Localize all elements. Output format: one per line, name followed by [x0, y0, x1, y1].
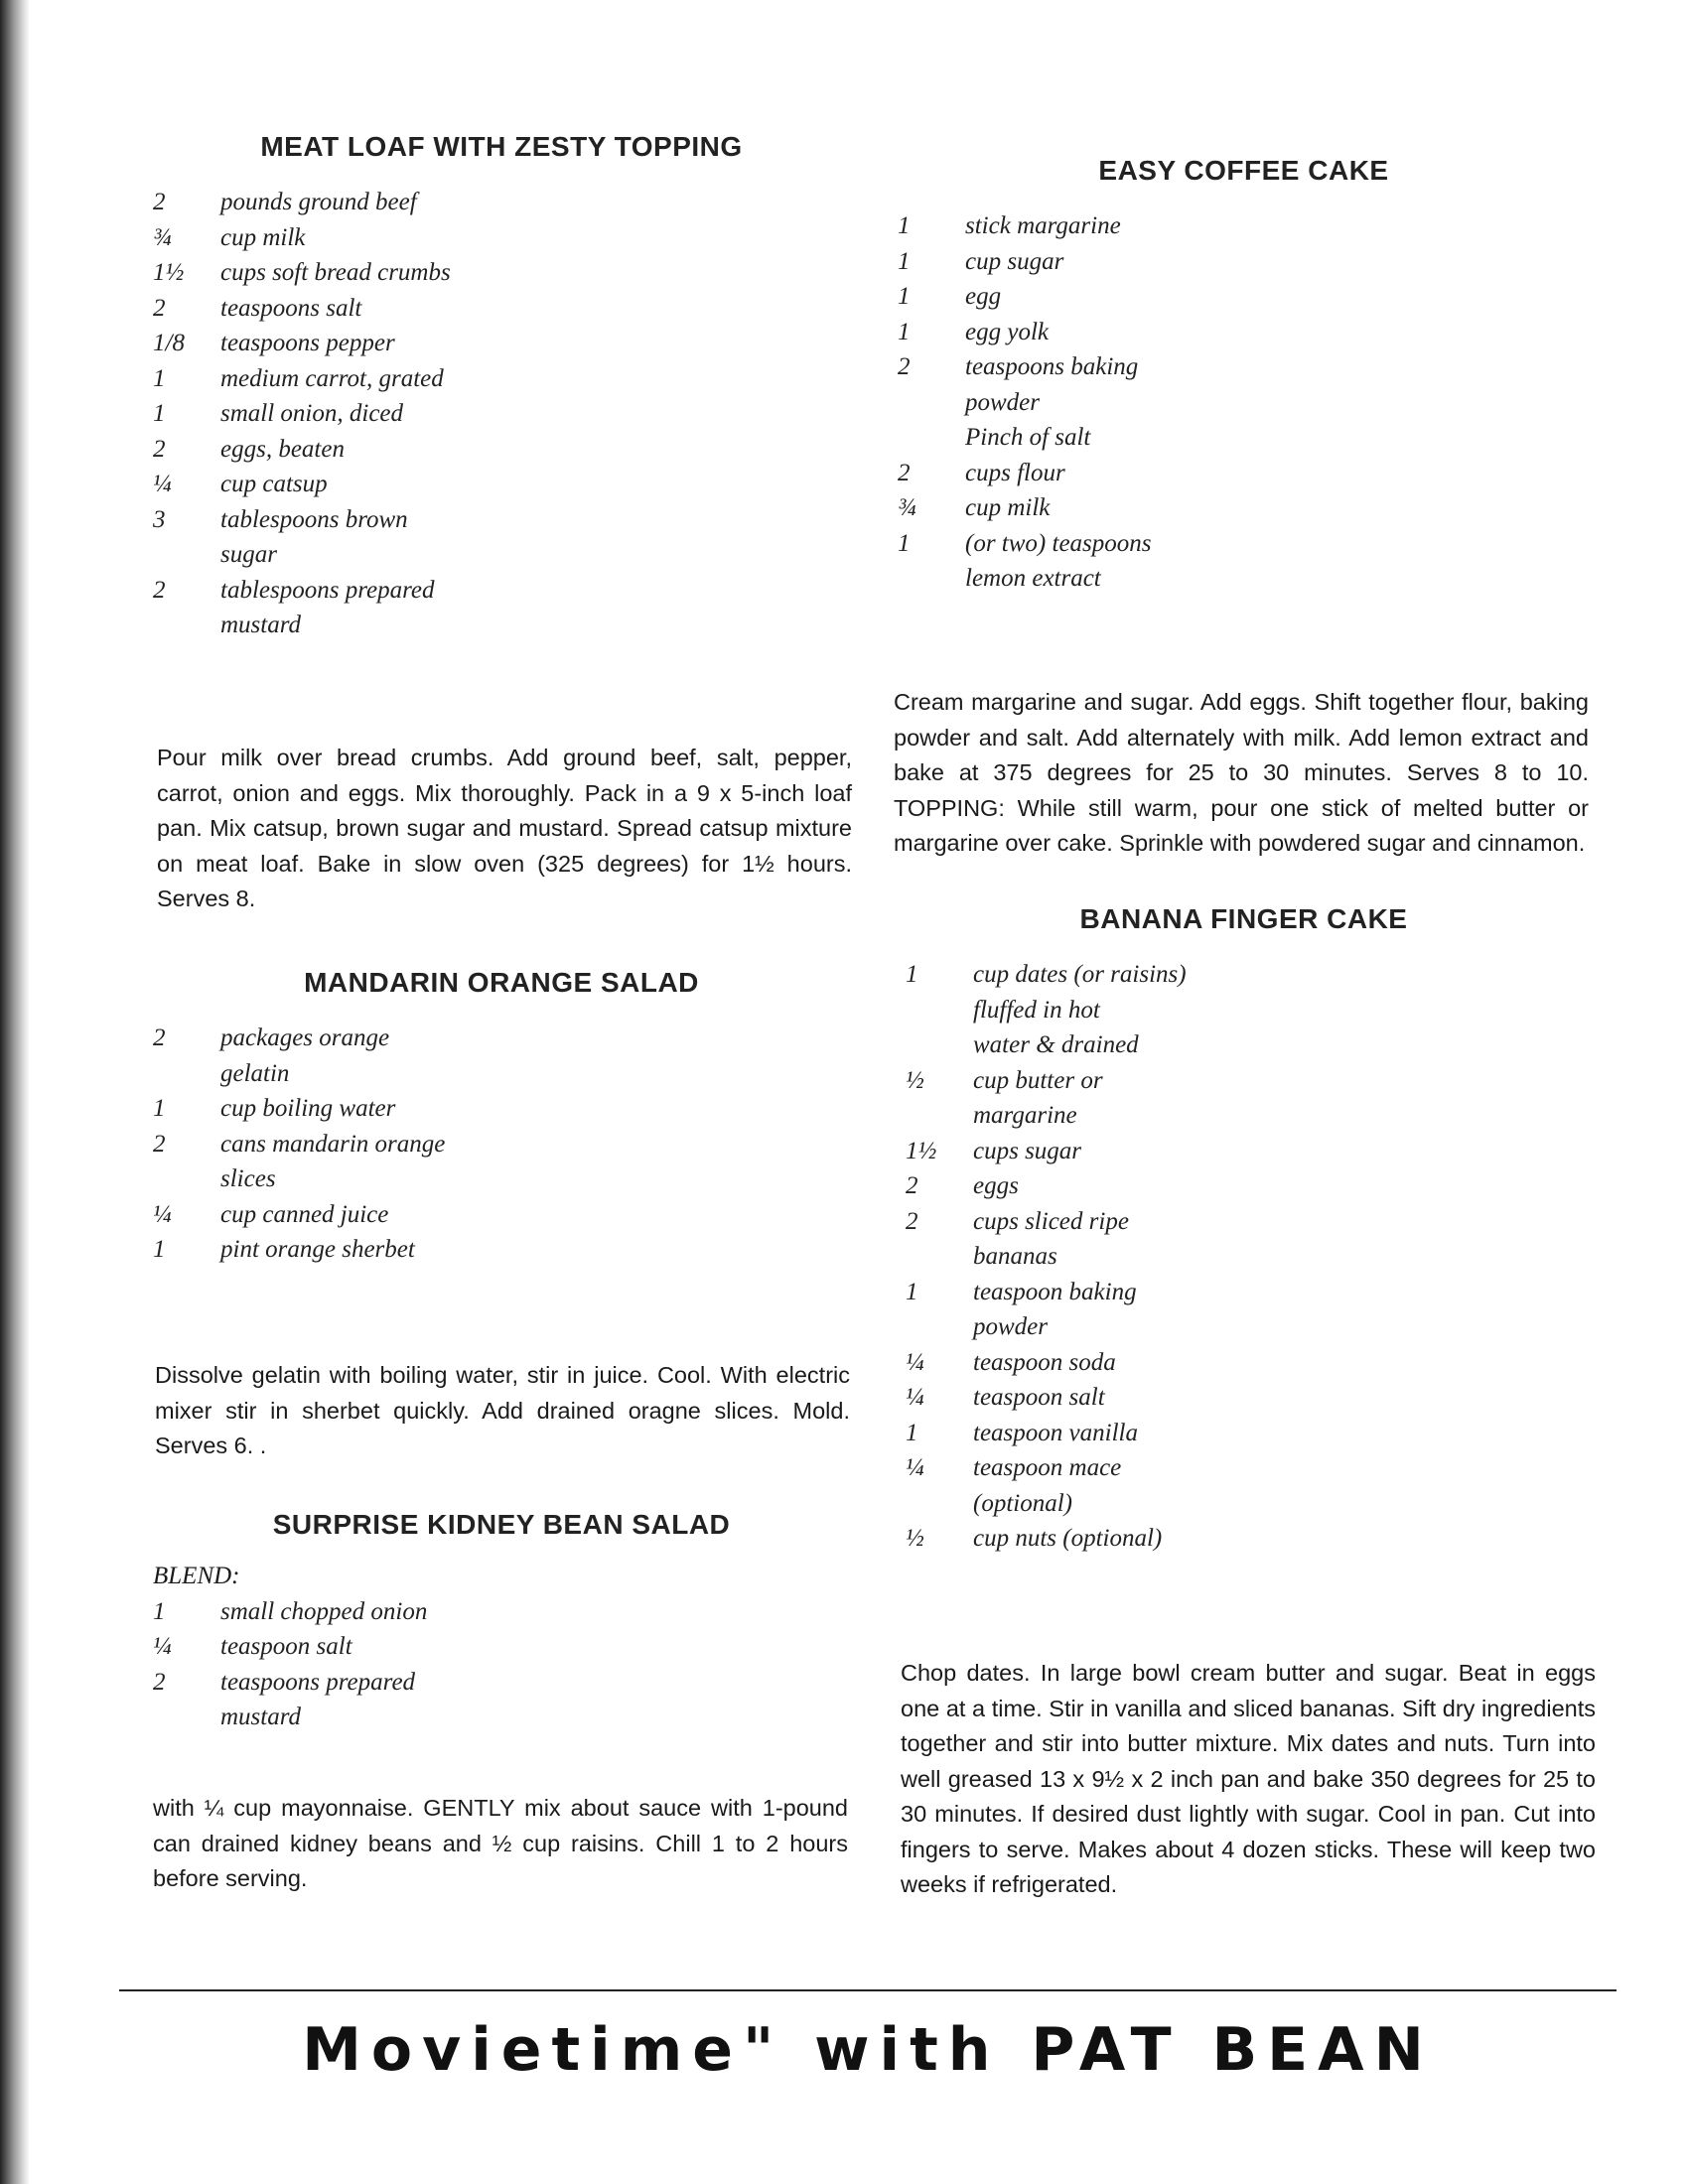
- ingredient-item: cans mandarin orange: [220, 1130, 446, 1158]
- ingredient-item: gelatin: [220, 1059, 290, 1087]
- recipe-mandarin-salad: [149, 967, 854, 1268]
- recipe-directions: Cream margarine and sugar. Add eggs. Shift together flour, baking powder and salt. Add alternately with milk. Add lemon extract and bake at 375 degrees for 25 to 30 minutes. Serves 8 to 10. TOPPING: While still warm, pour one stick of melted butter or margarine over cake. Sprinkle with powdered sugar and cinnamon.: [894, 689, 1589, 856]
- ingredient-item: cup milk: [220, 223, 306, 251]
- ingredient-qty: 1: [898, 212, 911, 239]
- ingredient-row: [894, 490, 1594, 526]
- ingredient-qty: [894, 420, 965, 456]
- ingredient-qty: 1: [898, 529, 911, 557]
- ingredient-qty: ¼: [906, 1384, 924, 1411]
- ingredient-qty: [902, 1027, 973, 1063]
- ingredient-item: egg yolk: [965, 318, 1049, 345]
- ingredient-item: powder: [973, 1313, 1048, 1340]
- ingredient-row: [149, 1127, 854, 1162]
- ingredient-row: [902, 957, 1594, 993]
- ingredient-qty: [902, 1098, 973, 1134]
- ingredient-item: (or two) teaspoons: [965, 529, 1152, 557]
- recipe-directions: Dissolve gelatin with boiling water, stir in juice. Cool. With electric mixer stir in sherbet quickly. Add drained oragne slices. Mold. Serves 6. .: [155, 1362, 850, 1458]
- ingredient-qty: ¼: [153, 471, 172, 497]
- ingredient-item: teaspoon salt: [220, 1633, 352, 1660]
- ingredient-row: [902, 1063, 1594, 1099]
- ingredient-row: [149, 255, 854, 291]
- ingredient-item: cup catsup: [220, 471, 328, 497]
- ingredient-qty: 1: [153, 364, 166, 392]
- ingredient-item: cups sugar: [973, 1137, 1082, 1164]
- ingredient-qty: 1: [153, 1095, 166, 1122]
- ingredient-item: cup dates (or raisins): [973, 961, 1187, 988]
- ingredient-item: small onion, diced: [220, 400, 404, 427]
- ingredient-qty: 2: [906, 1207, 918, 1235]
- ingredient-qty: 3: [153, 505, 166, 533]
- ingredient-row: [894, 349, 1594, 385]
- ingredient-qty: [894, 561, 965, 597]
- ingredient-item: egg: [965, 283, 1002, 310]
- ingredient-row: [149, 432, 854, 468]
- recipe-title: SURPRISE KIDNEY BEAN SALAD: [272, 1509, 731, 1540]
- ingredient-row: [902, 1204, 1594, 1240]
- ingredient-qty: 1: [906, 1419, 918, 1446]
- ingredient-qty: [902, 1309, 973, 1345]
- ingredient-row: [902, 1416, 1594, 1451]
- ingredient-row: [902, 1239, 1594, 1275]
- ingredient-row: [894, 420, 1594, 456]
- ingredient-row: [149, 537, 854, 573]
- ingredient-item: teaspoon vanilla: [973, 1419, 1138, 1446]
- ingredient-item: teaspoon baking: [973, 1278, 1137, 1305]
- ingredient-item: pint orange sherbet: [220, 1236, 415, 1263]
- ingredient-qty: 2: [898, 459, 911, 486]
- ingredient-item: cup nuts (optional): [973, 1525, 1163, 1552]
- recipe-title: BANANA FINGER CAKE: [1079, 903, 1408, 934]
- ingredient-qty: [149, 537, 220, 573]
- ingredient-qty: 1: [906, 961, 918, 988]
- ingredient-row: [149, 1700, 854, 1735]
- ingredient-item: tablespoons brown: [220, 505, 408, 533]
- ingredient-row: [902, 1027, 1594, 1063]
- ingredient-row: [894, 456, 1594, 491]
- ingredient-row: [149, 1197, 854, 1233]
- ingredient-qty: [902, 1239, 973, 1275]
- ingredient-qty: ¼: [906, 1454, 924, 1481]
- ingredient-row: [149, 1021, 854, 1056]
- ingredient-row: [149, 1232, 854, 1268]
- ingredient-qty: 1: [906, 1278, 918, 1305]
- ingredient-row: [902, 1345, 1594, 1381]
- ingredient-item: teaspoons prepared: [220, 1668, 416, 1696]
- ingredient-item: water & drained: [973, 1031, 1139, 1058]
- ingredient-row: [149, 1594, 854, 1630]
- ingredient-item: lemon extract: [965, 565, 1101, 592]
- ingredient-row: [149, 361, 854, 397]
- ingredient-row: [149, 608, 854, 643]
- ingredient-list: [894, 208, 1594, 597]
- recipe-directions: with ¼ cup mayonnaise. GENTLY mix about sauce with 1-pound can drained kidney beans and ½ cup raisins. Chill 1 to 2 hours before serving.: [153, 1795, 848, 1891]
- ingredient-row: [902, 1380, 1594, 1416]
- ingredient-qty: 2: [153, 435, 166, 463]
- ingredient-qty: 1½: [153, 259, 185, 286]
- ingredient-qty: [149, 1161, 220, 1197]
- ingredient-item: eggs: [973, 1172, 1019, 1199]
- ingredient-qty: ¼: [153, 1633, 172, 1660]
- ingredient-row: [894, 279, 1594, 315]
- recipe-directions: Chop dates. In large bowl cream butter and sugar. Beat in eggs one at a time. Stir in vanilla and sliced bananas. Sift dry ingredients together and stir into butter mixture. Mix dates and nuts. Turn into well greased 13 x 9½ x 2 inch pan and bake 350 degrees for 25 to 30 minutes. If desired dust lightly with sugar. Cool in pan. Cut into fingers to serve. Makes about 4 dozen sticks. These will keep two weeks if refrigerated.: [901, 1660, 1596, 1897]
- ingredient-item: cup milk: [965, 494, 1051, 521]
- footer-rule: [119, 1989, 1617, 1991]
- ingredient-row: [902, 1168, 1594, 1204]
- recipe-kidney-bean-salad: [149, 1509, 854, 1735]
- ingredient-item: teaspoons baking: [965, 353, 1139, 380]
- ingredient-row: [149, 185, 854, 220]
- ingredient-item: cup canned juice: [220, 1200, 389, 1228]
- ingredient-item: fluffed in hot: [973, 996, 1100, 1024]
- ingredient-row: [149, 1091, 854, 1127]
- ingredient-row: [902, 1450, 1594, 1486]
- ingredient-row: [902, 1098, 1594, 1134]
- ingredient-qty: 2: [153, 294, 166, 322]
- ingredient-item: medium carrot, grated: [220, 364, 444, 392]
- ingredient-qty: 1: [898, 247, 911, 275]
- ingredient-item: slices: [220, 1165, 276, 1192]
- ingredient-item: Pinch of salt: [965, 424, 1091, 451]
- ingredient-item: packages orange: [220, 1024, 390, 1051]
- ingredient-qty: 2: [153, 576, 166, 604]
- ingredient-qty: 1: [153, 400, 166, 427]
- ingredient-item: pounds ground beef: [220, 189, 417, 215]
- ingredient-qty: [149, 1700, 220, 1735]
- ingredient-qty: [894, 385, 965, 421]
- recipe-title: EASY COFFEE CAKE: [1098, 155, 1389, 186]
- ingredient-row: [894, 385, 1594, 421]
- ingredient-qty: 2: [153, 189, 166, 215]
- binding-edge: [0, 0, 30, 2184]
- ingredient-list: [894, 957, 1594, 1557]
- ingredient-item: mustard: [220, 1704, 302, 1730]
- ingredient-row: [149, 1161, 854, 1197]
- ingredient-row: [149, 396, 854, 432]
- ingredient-qty: ¼: [906, 1348, 924, 1376]
- ingredient-qty: [902, 1486, 973, 1522]
- ingredient-row: [149, 1665, 854, 1701]
- recipe-directions: Pour milk over bread crumbs. Add ground beef, salt, pepper, carrot, onion and eggs. Mix thoroughly. Pack in a 9 x 5-inch loaf pan. Mix catsup, brown sugar and mustard. Spread catsup mixture on meat loaf. Bake in slow oven (325 degrees) for 1½ hours. Serves 8.: [157, 745, 852, 911]
- ingredient-qty: 1½: [906, 1137, 937, 1164]
- ingredient-item: cups soft bread crumbs: [220, 259, 451, 286]
- ingredient-item: powder: [965, 388, 1040, 416]
- ingredient-row: [894, 561, 1594, 597]
- ingredient-item: teaspoon soda: [973, 1348, 1116, 1376]
- ingredient-item: cup sugar: [965, 247, 1064, 275]
- ingredient-row: [149, 1629, 854, 1665]
- ingredient-item: sugar: [220, 541, 277, 568]
- ingredient-row: [894, 526, 1594, 562]
- blend-label: BLEND:: [153, 1563, 240, 1589]
- ingredient-item: (optional): [973, 1489, 1072, 1517]
- ingredient-qty: 2: [898, 353, 911, 380]
- recipe-banana-finger-cake: [894, 903, 1594, 1557]
- ingredient-row: [149, 291, 854, 327]
- ingredient-item: teaspoons salt: [220, 294, 362, 322]
- ingredient-item: cups flour: [965, 459, 1065, 486]
- ingredient-row: [902, 1309, 1594, 1345]
- ingredient-qty: ½: [906, 1066, 924, 1094]
- ingredient-item: margarine: [973, 1102, 1077, 1129]
- recipe-easy-coffee-cake: [894, 155, 1594, 597]
- ingredient-row: [149, 573, 854, 609]
- ingredient-item: cup boiling water: [220, 1095, 396, 1122]
- ingredient-item: eggs, beaten: [220, 435, 345, 463]
- ingredient-qty: ½: [906, 1525, 924, 1552]
- ingredient-row: [902, 1486, 1594, 1522]
- ingredient-qty: 1: [898, 283, 911, 310]
- ingredient-qty: 1: [153, 1236, 166, 1263]
- ingredient-row: [894, 244, 1594, 280]
- ingredient-item: cup butter or: [973, 1066, 1103, 1094]
- ingredient-qty: 2: [153, 1130, 166, 1158]
- ingredient-item: stick margarine: [965, 212, 1121, 239]
- ingredient-item: mustard: [220, 612, 302, 638]
- ingredient-qty: ¾: [153, 223, 172, 251]
- footer-title: Movietime" with PAT BEAN: [302, 2015, 1434, 2085]
- ingredient-item: bananas: [973, 1243, 1057, 1270]
- ingredient-qty: 2: [153, 1024, 166, 1051]
- ingredient-item: teaspoon salt: [973, 1384, 1105, 1411]
- ingredient-item: small chopped onion: [220, 1597, 428, 1625]
- ingredient-qty: 2: [906, 1172, 918, 1199]
- ingredient-qty: 2: [153, 1668, 166, 1696]
- ingredient-row: [149, 326, 854, 361]
- ingredient-item: teaspoon mace: [973, 1454, 1122, 1481]
- ingredient-row: [902, 993, 1594, 1028]
- ingredient-row: [149, 220, 854, 256]
- ingredient-row: [902, 1521, 1594, 1557]
- ingredient-qty: 1/8: [153, 330, 185, 356]
- ingredient-qty: 1: [153, 1597, 166, 1625]
- ingredient-list: [149, 1021, 854, 1268]
- ingredient-qty: [149, 608, 220, 643]
- ingredient-row: [149, 467, 854, 502]
- ingredient-item: tablespoons prepared: [220, 576, 435, 604]
- ingredient-item: teaspoons pepper: [220, 330, 395, 356]
- recipe-title: MEAT LOAF WITH ZESTY TOPPING: [260, 131, 743, 162]
- ingredient-list: [149, 1594, 854, 1735]
- ingredient-row: [902, 1275, 1594, 1310]
- ingredient-row: [149, 502, 854, 538]
- ingredient-row: [894, 315, 1594, 350]
- ingredient-row: [902, 1134, 1594, 1169]
- ingredient-item: cups sliced ripe: [973, 1207, 1129, 1235]
- recipe-meat-loaf: [149, 131, 854, 643]
- ingredient-row: [894, 208, 1594, 244]
- ingredient-qty: [149, 1056, 220, 1092]
- recipe-title: MANDARIN ORANGE SALAD: [304, 967, 699, 998]
- ingredient-row: [149, 1056, 854, 1092]
- ingredient-qty: ¾: [898, 494, 916, 521]
- ingredient-qty: 1: [898, 318, 911, 345]
- ingredient-list: [149, 185, 854, 643]
- ingredient-qty: [902, 993, 973, 1028]
- ingredient-qty: ¼: [153, 1200, 172, 1228]
